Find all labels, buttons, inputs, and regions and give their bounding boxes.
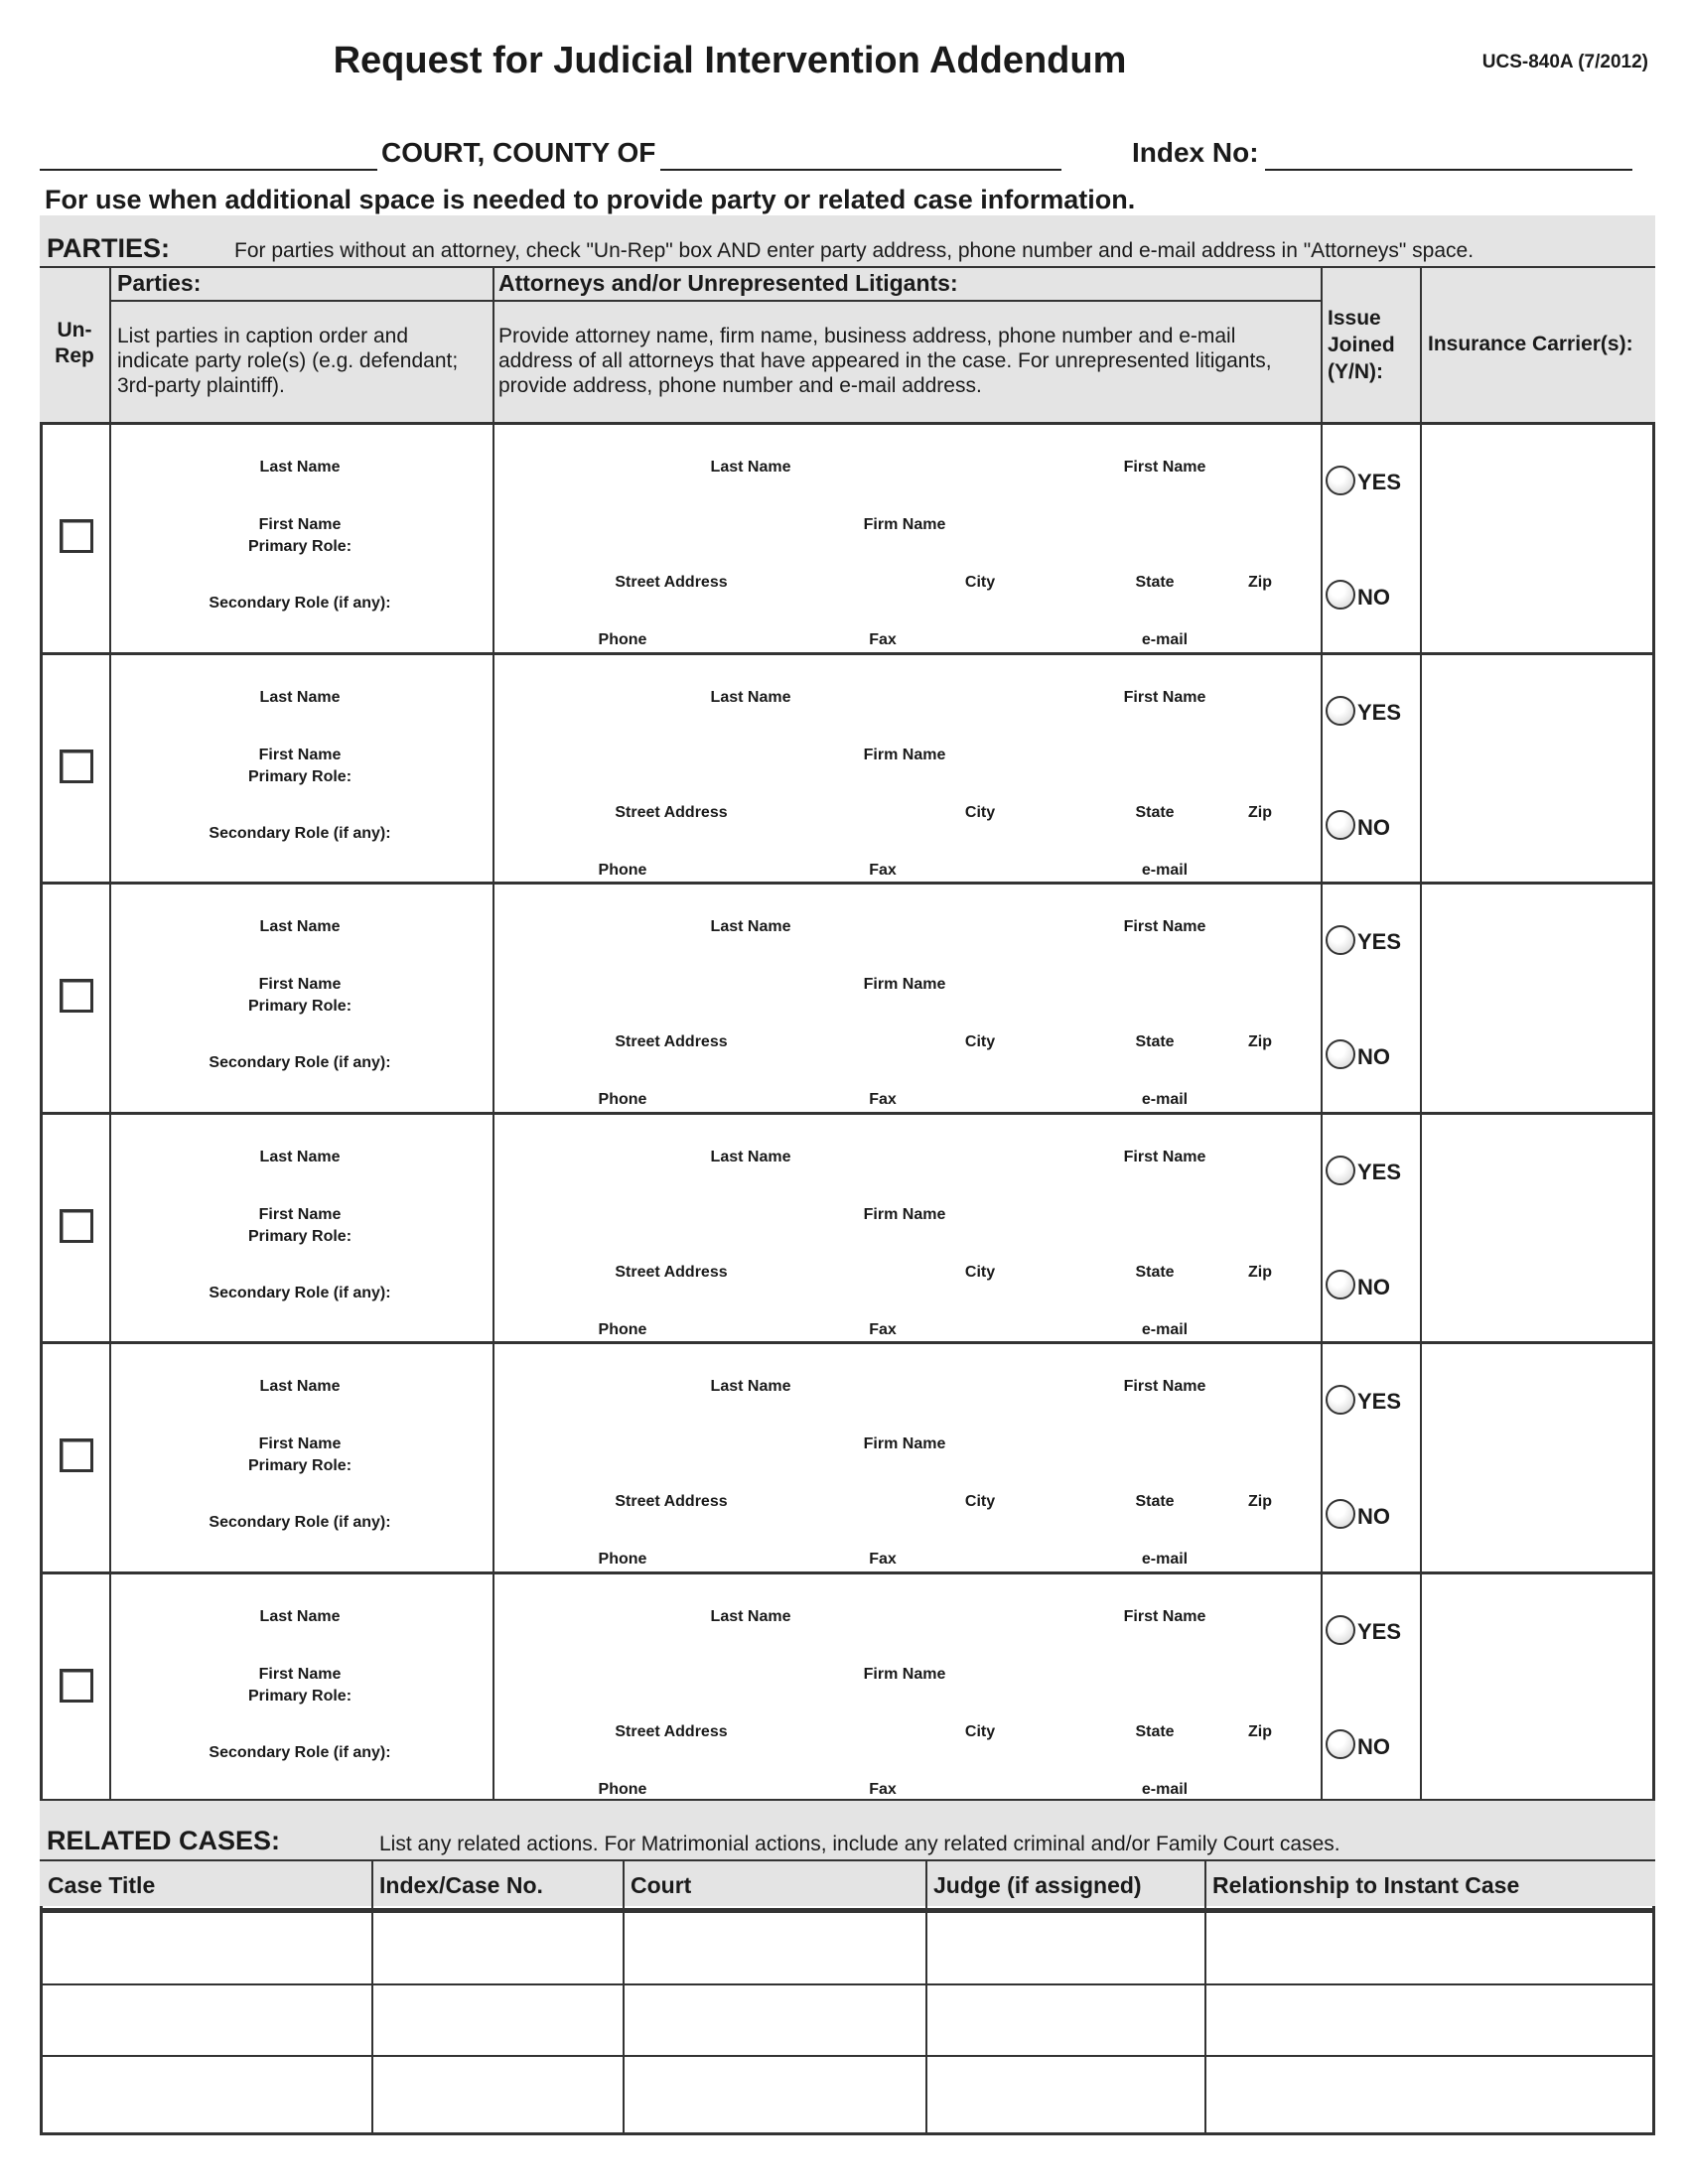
- index-number-label: Index No:: [1132, 137, 1259, 168]
- unrep-checkbox[interactable]: [60, 1438, 93, 1472]
- related-case-cell[interactable]: [374, 2058, 620, 2132]
- issue-joined-no-radio[interactable]: [1326, 1499, 1355, 1529]
- party-first-name-label: First Name: [258, 1435, 342, 1452]
- insurance-carrier-field[interactable]: [1422, 884, 1653, 1110]
- party-secondary-role-label: Secondary Role (if any):: [209, 1284, 391, 1301]
- zip-label: Zip: [1248, 1493, 1272, 1510]
- related-case-cell[interactable]: [626, 1915, 922, 1980]
- party-last-name-label: Last Name: [259, 1378, 341, 1395]
- row-divider: [40, 1341, 1655, 1344]
- street-address-label: Street Address: [615, 1722, 728, 1740]
- state-label: State: [1135, 574, 1175, 591]
- firm-name-label: Firm Name: [863, 976, 946, 993]
- row-divider: [40, 266, 1655, 268]
- insurance-carrier-column-header: Insurance Carrier(s):: [1428, 333, 1633, 355]
- party-last-name-label: Last Name: [259, 459, 341, 476]
- issue-joined-yes-radio[interactable]: [1326, 466, 1355, 495]
- row-divider: [40, 1983, 1655, 1985]
- parties-column-description: List parties in caption order and indicate party role(s) (e.g. defendant; 3rd-party plaintiff).: [117, 325, 459, 397]
- related-case-column-header: Case Title: [48, 1872, 156, 1898]
- issue-joined-no-radio[interactable]: [1326, 1039, 1355, 1069]
- related-case-cell[interactable]: [374, 1986, 620, 2052]
- column-divider: [371, 1859, 373, 2135]
- state-label: State: [1135, 1722, 1175, 1740]
- column-divider: [1204, 1859, 1206, 2135]
- unrep-checkbox[interactable]: [60, 1669, 93, 1703]
- form-table: [40, 215, 1655, 2135]
- related-case-cell[interactable]: [928, 1915, 1201, 1980]
- party-secondary-role-label: Secondary Role (if any):: [209, 1743, 391, 1761]
- zip-label: Zip: [1248, 1722, 1272, 1740]
- yes-label: YES: [1357, 1159, 1402, 1184]
- related-case-cell[interactable]: [928, 2058, 1201, 2132]
- column-divider: [492, 266, 494, 1799]
- issue-joined-yes-radio[interactable]: [1326, 925, 1355, 955]
- row-divider: [40, 422, 1655, 425]
- attorney-first-name-label: First Name: [1123, 688, 1206, 706]
- unrep-checkbox[interactable]: [60, 979, 93, 1013]
- issue-joined-yes-radio[interactable]: [1326, 1615, 1355, 1645]
- firm-name-label: Firm Name: [863, 1665, 946, 1683]
- party-primary-role-label: Primary Role:: [247, 998, 352, 1015]
- form-title: Request for Judicial Intervention Addendum: [333, 40, 1127, 81]
- party-first-name-label: First Name: [258, 516, 342, 533]
- phone-label: Phone: [598, 631, 647, 648]
- form-number: UCS-840A (7/2012): [1481, 52, 1648, 72]
- street-address-label: Street Address: [615, 1493, 728, 1510]
- party-primary-role-label: Primary Role:: [247, 1227, 352, 1245]
- attorney-last-name-label: Last Name: [710, 918, 791, 935]
- phone-label: Phone: [598, 1091, 647, 1108]
- state-label: State: [1135, 1493, 1175, 1510]
- related-cases-note: List any related actions. For Matrimonial actions, include any related criminal and/or Family Court cases.: [379, 1833, 1340, 1855]
- party-last-name-label: Last Name: [259, 918, 341, 935]
- attorney-last-name-label: Last Name: [710, 1148, 791, 1165]
- phone-label: Phone: [598, 1320, 647, 1338]
- party-secondary-role-label: Secondary Role (if any):: [209, 1514, 391, 1531]
- row-divider: [40, 1571, 1655, 1574]
- issue-joined-no-radio[interactable]: [1326, 1729, 1355, 1759]
- issue-joined-no-radio[interactable]: [1326, 1270, 1355, 1299]
- related-case-cell[interactable]: [1207, 1986, 1652, 2052]
- state-label: State: [1135, 803, 1175, 821]
- email-label: e-mail: [1141, 1320, 1189, 1338]
- related-case-column-header: Relationship to Instant Case: [1212, 1872, 1520, 1898]
- zip-label: Zip: [1248, 574, 1272, 591]
- attorney-first-name-label: First Name: [1123, 1607, 1206, 1625]
- related-case-cell[interactable]: [43, 1986, 368, 2052]
- insurance-carrier-field[interactable]: [1422, 1114, 1653, 1340]
- attorney-first-name-label: First Name: [1123, 1378, 1206, 1395]
- issue-joined-yes-radio[interactable]: [1326, 696, 1355, 726]
- yes-label: YES: [1357, 1618, 1402, 1644]
- party-primary-role-label: Primary Role:: [247, 767, 352, 785]
- email-label: e-mail: [1141, 1551, 1189, 1568]
- issue-joined-no-radio[interactable]: [1326, 810, 1355, 840]
- related-case-cell[interactable]: [43, 2058, 368, 2132]
- related-cases-title: RELATED CASES:: [47, 1826, 281, 1855]
- firm-name-label: Firm Name: [863, 746, 946, 763]
- row-divider: [40, 2055, 1655, 2057]
- party-secondary-role-label: Secondary Role (if any):: [209, 1054, 391, 1071]
- related-case-cell[interactable]: [626, 1986, 922, 2052]
- index-number-field[interactable]: [1265, 135, 1632, 171]
- county-field[interactable]: [660, 135, 1061, 171]
- parties-section-note: For parties without an attorney, check "Un-Rep" box AND enter party address, phone number and e-mail address in "Attorneys" space.: [234, 239, 1475, 262]
- yes-label: YES: [1357, 1389, 1402, 1414]
- party-first-name-label: First Name: [258, 1205, 342, 1223]
- yes-label: YES: [1357, 929, 1402, 954]
- insurance-carrier-field[interactable]: [1422, 1573, 1653, 1800]
- fax-label: Fax: [869, 1551, 897, 1568]
- zip-label: Zip: [1248, 1263, 1272, 1281]
- row-divider: [40, 652, 1655, 655]
- column-divider: [109, 266, 111, 1799]
- phone-label: Phone: [598, 1780, 647, 1798]
- city-label: City: [964, 1033, 996, 1050]
- court-county-label: COURT, COUNTY OF: [381, 137, 656, 168]
- yes-label: YES: [1357, 699, 1402, 725]
- fax-label: Fax: [869, 1780, 897, 1798]
- row-divider: [40, 882, 1655, 885]
- state-label: State: [1135, 1263, 1175, 1281]
- street-address-label: Street Address: [615, 803, 728, 821]
- attorney-last-name-label: Last Name: [710, 459, 791, 476]
- city-label: City: [964, 1722, 996, 1740]
- fax-label: Fax: [869, 861, 897, 879]
- zip-label: Zip: [1248, 1033, 1272, 1050]
- firm-name-label: Firm Name: [863, 1435, 946, 1452]
- instruction-text: For use when additional space is needed to provide party or related case information.: [45, 185, 1136, 214]
- no-label: NO: [1357, 1044, 1390, 1069]
- state-label: State: [1135, 1033, 1175, 1050]
- attorneys-column-description: Provide attorney name, firm name, business address, phone number and e-mail address of all attorneys that have appeared in the case. For unrepresented litigants, provide address, phone number and e-mail address.: [498, 325, 1272, 397]
- unrep-checkbox[interactable]: [60, 1209, 93, 1243]
- attorney-last-name-label: Last Name: [710, 1378, 791, 1395]
- party-secondary-role-label: Secondary Role (if any):: [209, 824, 391, 842]
- related-case-cell[interactable]: [374, 1915, 620, 1980]
- row-divider: [40, 1859, 1655, 1861]
- party-secondary-role-label: Secondary Role (if any):: [209, 595, 391, 612]
- column-divider: [1321, 266, 1323, 1799]
- issue-joined-column-header: Issue Joined (Y/N):: [1328, 307, 1395, 383]
- city-label: City: [964, 803, 996, 821]
- attorney-first-name-label: First Name: [1123, 459, 1206, 476]
- zip-label: Zip: [1248, 803, 1272, 821]
- street-address-label: Street Address: [615, 1033, 728, 1050]
- parties-section-title: PARTIES:: [47, 233, 171, 263]
- column-divider: [925, 1859, 927, 2135]
- party-last-name-label: Last Name: [259, 688, 341, 706]
- phone-label: Phone: [598, 1551, 647, 1568]
- party-first-name-label: First Name: [258, 1665, 342, 1683]
- issue-joined-yes-radio[interactable]: [1326, 1156, 1355, 1185]
- column-divider: [623, 1859, 625, 2135]
- street-address-label: Street Address: [615, 1263, 728, 1281]
- related-case-column-header: Index/Case No.: [379, 1872, 543, 1898]
- issue-joined-yes-radio[interactable]: [1326, 1385, 1355, 1415]
- city-label: City: [964, 1493, 996, 1510]
- yes-label: YES: [1357, 470, 1402, 494]
- email-label: e-mail: [1141, 1091, 1189, 1108]
- party-last-name-label: Last Name: [259, 1607, 341, 1625]
- attorney-last-name-label: Last Name: [710, 688, 791, 706]
- phone-label: Phone: [598, 861, 647, 879]
- unrep-column-header: Un- Rep: [55, 319, 94, 367]
- related-case-cell[interactable]: [1207, 1915, 1652, 1980]
- party-first-name-label: First Name: [258, 746, 342, 763]
- email-label: e-mail: [1141, 631, 1189, 648]
- fax-label: Fax: [869, 1091, 897, 1108]
- related-case-column-header: Judge (if assigned): [933, 1872, 1142, 1898]
- insurance-carrier-field[interactable]: [1422, 424, 1653, 650]
- row-divider: [109, 300, 1321, 302]
- party-last-name-label: Last Name: [259, 1148, 341, 1165]
- attorneys-column-header: Attorneys and/or Unrepresented Litigants:: [498, 270, 958, 296]
- related-case-cell[interactable]: [43, 1915, 368, 1980]
- court-name-field[interactable]: [40, 135, 377, 171]
- related-case-cell[interactable]: [626, 2058, 922, 2132]
- fax-label: Fax: [869, 1320, 897, 1338]
- related-case-cell[interactable]: [928, 1986, 1201, 2052]
- parties-column-header: Parties:: [117, 270, 202, 296]
- party-primary-role-label: Primary Role:: [247, 1687, 352, 1705]
- street-address-label: Street Address: [615, 574, 728, 591]
- attorney-first-name-label: First Name: [1123, 1148, 1206, 1165]
- no-label: NO: [1357, 1733, 1390, 1759]
- no-label: NO: [1357, 814, 1390, 840]
- unrep-checkbox[interactable]: [60, 519, 93, 553]
- unrep-checkbox[interactable]: [60, 750, 93, 783]
- attorney-first-name-label: First Name: [1123, 918, 1206, 935]
- email-label: e-mail: [1141, 861, 1189, 879]
- insurance-carrier-field[interactable]: [1422, 654, 1653, 881]
- city-label: City: [964, 574, 996, 591]
- party-primary-role-label: Primary Role:: [247, 1457, 352, 1474]
- email-label: e-mail: [1141, 1780, 1189, 1798]
- row-divider: [40, 1908, 1655, 1913]
- attorney-last-name-label: Last Name: [710, 1607, 791, 1625]
- related-case-cell[interactable]: [1207, 2058, 1652, 2132]
- insurance-carrier-field[interactable]: [1422, 1343, 1653, 1570]
- no-label: NO: [1357, 1274, 1390, 1299]
- firm-name-label: Firm Name: [863, 1205, 946, 1223]
- related-case-column-header: Court: [631, 1872, 692, 1898]
- fax-label: Fax: [869, 631, 897, 648]
- party-first-name-label: First Name: [258, 976, 342, 993]
- issue-joined-no-radio[interactable]: [1326, 580, 1355, 610]
- row-divider: [40, 1799, 1655, 1801]
- party-primary-role-label: Primary Role:: [247, 538, 352, 555]
- no-label: NO: [1357, 585, 1390, 610]
- no-label: NO: [1357, 1504, 1390, 1529]
- row-divider: [40, 1112, 1655, 1115]
- firm-name-label: Firm Name: [863, 516, 946, 533]
- city-label: City: [964, 1263, 996, 1281]
